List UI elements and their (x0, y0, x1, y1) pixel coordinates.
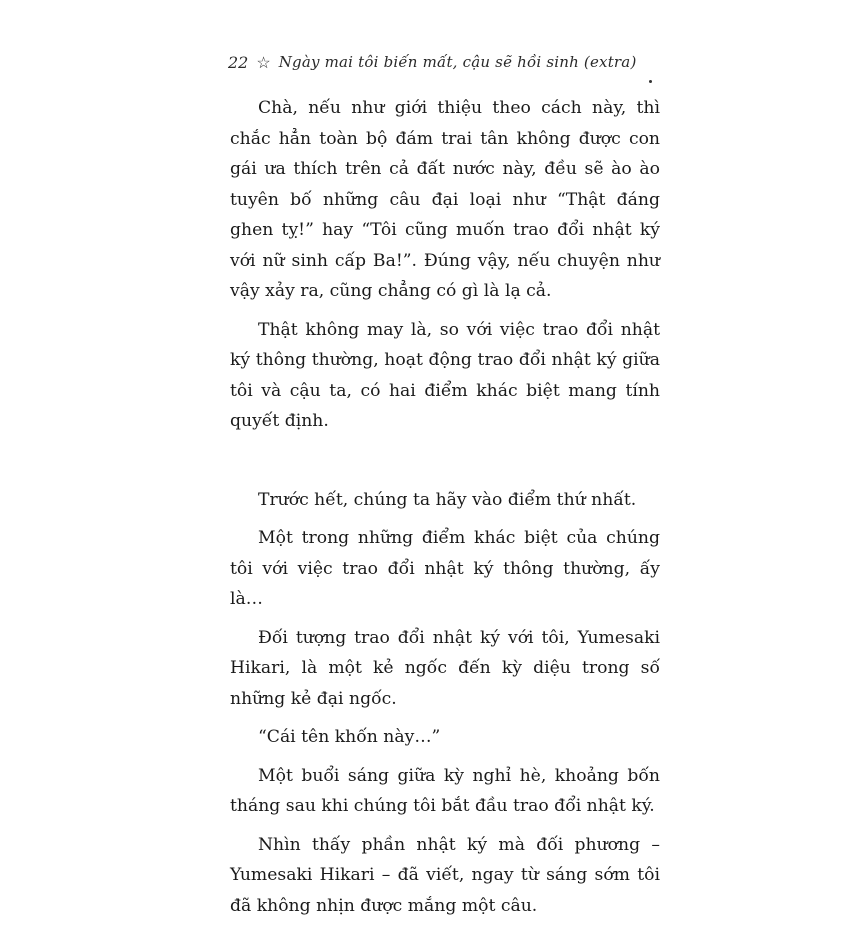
paragraph: “Cái tên khốn này…” (258, 727, 441, 747)
paragraph: Đối tượng trao đổi nhật ký với tôi, Yumesaki Hikari, là một kẻ ngốc đến kỳ diệu trong số những kẻ đại ngốc. (230, 627, 660, 709)
book-title: Ngày mai tôi biến mất, cậu sẽ hồi sinh (extra) (278, 53, 637, 71)
paragraph: Một buổi sáng giữa kỳ nghỉ hè, khoảng bốn tháng sau khi chúng tôi bắt đầu trao đổi nhật ký. (230, 765, 660, 816)
star-icon: ☆ (256, 52, 271, 72)
paragraph: Chà, nếu như giới thiệu theo cách này, thì chắc hẳn toàn bộ đám trai tân không được con gái ưa thích trên cả đất nước này, đều sẽ ào ào tuyên bố những câu đại loại như “Thật đáng ghen tỵ!” hay “Tôi cũng muốn trao đổi nhật ký với nữ sinh cấp Ba!”. Đúng vậy, nếu chuyện như vậy xảy ra, cũng chẳng có gì là lạ cả. (230, 98, 660, 301)
section-break (230, 445, 660, 485)
ink-speck (649, 80, 652, 83)
running-head (228, 48, 668, 76)
paragraph: Nhìn thấy phần nhật ký mà đối phương – Yumesaki Hikari – đã viết, ngay từ sáng sớm tôi đã không nhịn được mắng một câu. (230, 834, 660, 916)
page-number: 22 (228, 52, 249, 72)
paragraph: Một trong những điểm khác biệt của chúng tôi với việc trao đổi nhật ký thông thường, ấy là… (230, 528, 660, 609)
paragraph: Thật không may là, so với việc trao đổi nhật ký thông thường, hoạt động trao đổi nhật ký giữa tôi và cậu ta, có hai điểm khác biệt mang tính quyết định. (230, 319, 660, 431)
paragraph: Trước hết, chúng ta hãy vào điểm thứ nhất. (258, 489, 637, 510)
body-text (230, 93, 660, 929)
